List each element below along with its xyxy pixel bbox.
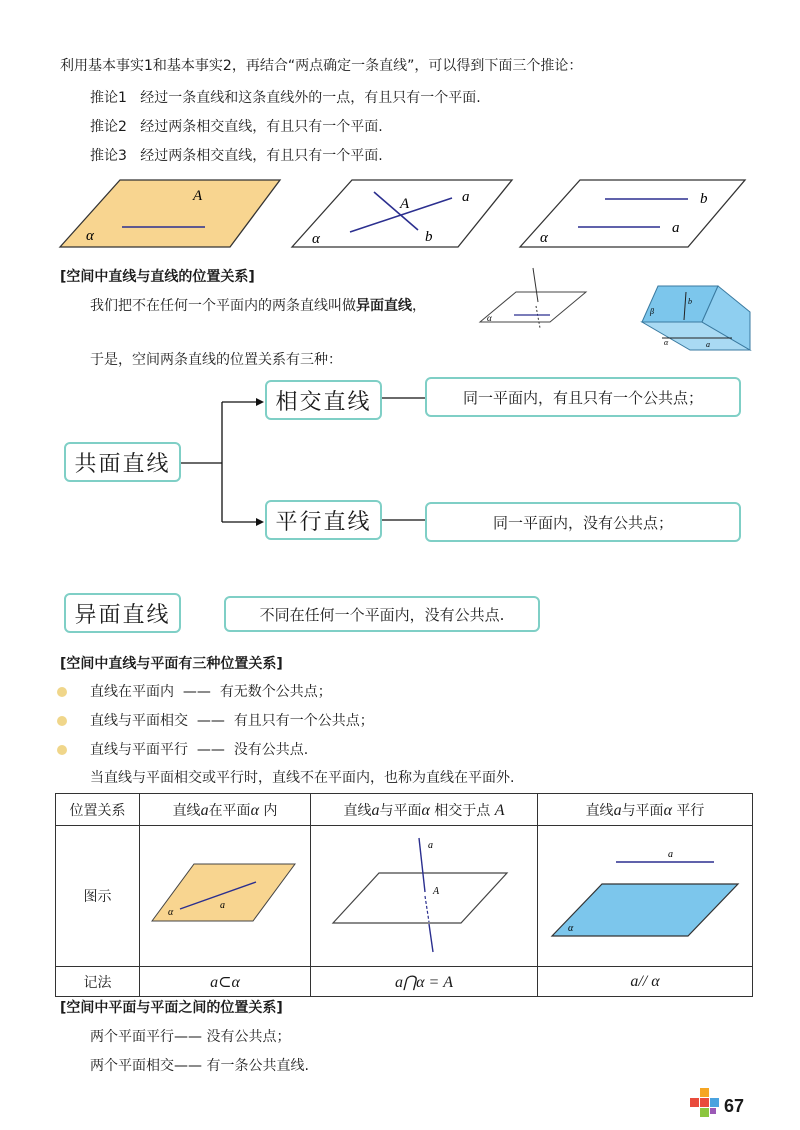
- line-plane-item-2: [90, 711, 374, 731]
- fig-label: a: [672, 220, 680, 236]
- section-title-line-line: [空间中直线与直线的位置关系]: [60, 269, 255, 285]
- box-skew-desc: 不同在任何一个平面内，没有公共点.: [224, 596, 540, 632]
- table-header-row: [56, 794, 753, 826]
- fig-label: α: [168, 907, 174, 918]
- corollary-figures: [0, 170, 800, 255]
- figure-cell-intersect: [311, 826, 538, 967]
- definition-term: 异面直线: [356, 298, 412, 314]
- corollary-name: 推论2: [90, 119, 127, 135]
- header-text: 相交于点: [429, 802, 495, 819]
- fig-label: a: [428, 840, 433, 851]
- header-text: 平行: [671, 802, 705, 819]
- header-symbol: A: [494, 801, 505, 819]
- header-cell: 位置关系: [56, 794, 140, 826]
- plane-plane-item-1: [90, 1027, 290, 1047]
- fig-label: A: [193, 188, 203, 204]
- item-desc: 有无数个公共点；: [219, 684, 332, 700]
- corollary-text: 经过两条相交直线，有且只有一个平面.: [140, 148, 383, 164]
- fig-label: b: [700, 191, 708, 207]
- item-dash: ——: [174, 1058, 202, 1074]
- item-label: 直线与平面相交: [90, 713, 188, 729]
- fig-label: a: [462, 189, 470, 205]
- fig-label: A: [433, 886, 440, 897]
- box-parallel-desc: 同一平面内，没有公共点；: [425, 502, 741, 542]
- fig-label: α: [664, 338, 669, 347]
- item-label: 直线与平面平行: [90, 742, 188, 758]
- skew-definition: [90, 296, 426, 316]
- corollary-text: 经过两条相交直线，有且只有一个平面.: [140, 119, 383, 135]
- corollary-name: 推论3: [90, 148, 127, 164]
- bullet-dot: [57, 716, 67, 726]
- fig-label: α: [312, 231, 320, 247]
- item-label: 两个平面相交: [90, 1058, 174, 1074]
- item-label: 直线在平面内: [90, 684, 174, 700]
- table-notation-row: [56, 967, 753, 997]
- intro-text: 利用基本事实1和基本事实2，再结合“两点确定一条直线”，可以得到下面三个推论：: [60, 58, 583, 74]
- bullet-dot: [57, 687, 67, 697]
- box-coplanar-lines: 共面直线: [64, 442, 181, 482]
- fig-label: α: [86, 228, 94, 244]
- section-title-plane-plane: [空间中平面与平面之间的位置关系]: [60, 1000, 283, 1016]
- item-desc: 有一条公共直线.: [202, 1058, 309, 1074]
- figure-corollary-1: [60, 180, 280, 247]
- three-relations-intro: 于是，空间两条直线的位置关系有三种：: [90, 352, 342, 368]
- header-symbol: a: [613, 801, 622, 819]
- header-symbol: a: [200, 801, 209, 819]
- figure-line-intersect-plane: [311, 826, 537, 962]
- figure-corollary-3: [520, 180, 745, 247]
- header-symbol: a: [371, 801, 380, 819]
- item-dash: ——: [174, 1029, 202, 1045]
- fig-label: b: [688, 297, 692, 306]
- header-text: 内: [258, 802, 278, 819]
- notation-cell: a⊂α: [140, 967, 311, 997]
- figure-line-parallel-plane: [538, 826, 752, 962]
- plane-plane-item-2: [90, 1056, 309, 1076]
- item-dash: ——: [196, 713, 225, 729]
- item-dash: ——: [182, 684, 211, 700]
- notation-cell: a⋂α = A: [311, 967, 538, 997]
- box-intersecting-lines: 相交直线: [265, 380, 382, 420]
- fig-label: a: [668, 849, 673, 860]
- header-cell: [140, 794, 311, 826]
- corollary-text: 经过一条直线和这条直线外的一点，有且只有一个平面.: [140, 90, 481, 106]
- fig-label: α: [540, 230, 548, 246]
- header-text: 与平面: [379, 802, 422, 819]
- fig-label: β: [650, 307, 654, 316]
- page-number: 67: [724, 1096, 745, 1116]
- skew-figure-2: [640, 282, 755, 357]
- fig-label: α: [568, 923, 574, 934]
- fig-label: a: [220, 900, 225, 911]
- header-symbol: α: [663, 801, 672, 819]
- outside-plane-note: 当直线与平面相交或平行时，直线不在平面内，也称为直线在平面外.: [90, 770, 515, 786]
- header-cell: [538, 794, 753, 826]
- figure-line-in-plane: [140, 826, 310, 962]
- box-skew-lines: 异面直线: [64, 593, 181, 633]
- definition-text: 我们把不在任何一个平面内的两条直线叫做: [90, 298, 356, 314]
- header-symbol: α: [250, 801, 259, 819]
- fig-label: α: [487, 313, 492, 323]
- section-title-line-plane: [空间中直线与平面有三种位置关系]: [60, 656, 283, 672]
- header-text: 与平面: [621, 802, 664, 819]
- header-text: 直线: [172, 802, 201, 819]
- corollary-3: [90, 146, 383, 166]
- fig-label: b: [425, 229, 433, 245]
- skew-figure-1: [478, 264, 588, 334]
- figure-cell-in-plane: [140, 826, 311, 967]
- line-plane-item-3: [90, 740, 308, 760]
- box-parallel-lines: 平行直线: [265, 500, 382, 540]
- fig-label: a: [706, 340, 710, 349]
- table-figure-row: [56, 826, 753, 967]
- notation-cell: a// α: [538, 967, 753, 997]
- item-desc: 有且只有一个公共点；: [233, 713, 374, 729]
- item-desc: 没有公共点；: [202, 1029, 291, 1045]
- definition-punct: ，: [412, 298, 426, 314]
- item-label: 两个平面平行: [90, 1029, 174, 1045]
- corollary-1: [90, 88, 481, 108]
- item-dash: ——: [196, 742, 225, 758]
- figure-corollary-2: [292, 180, 512, 247]
- item-desc: 没有公共点.: [233, 742, 309, 758]
- row-label: 图示: [56, 826, 140, 967]
- fig-label: A: [400, 196, 410, 212]
- header-symbol: α: [421, 801, 430, 819]
- header-text: 直线: [585, 802, 614, 819]
- corollary-2: [90, 117, 383, 137]
- publisher-logo-icon: [690, 1088, 720, 1122]
- line-plane-table: [55, 793, 753, 997]
- header-text: 在平面: [208, 802, 251, 819]
- header-text: 直线: [343, 802, 372, 819]
- box-intersecting-desc: 同一平面内，有且只有一个公共点；: [425, 377, 741, 417]
- figure-cell-parallel: [538, 826, 753, 967]
- header-cell: [311, 794, 538, 826]
- line-plane-item-1: [90, 682, 332, 702]
- bullet-dot: [57, 745, 67, 755]
- row-label: 记法: [56, 967, 140, 997]
- corollary-name: 推论1: [90, 90, 127, 106]
